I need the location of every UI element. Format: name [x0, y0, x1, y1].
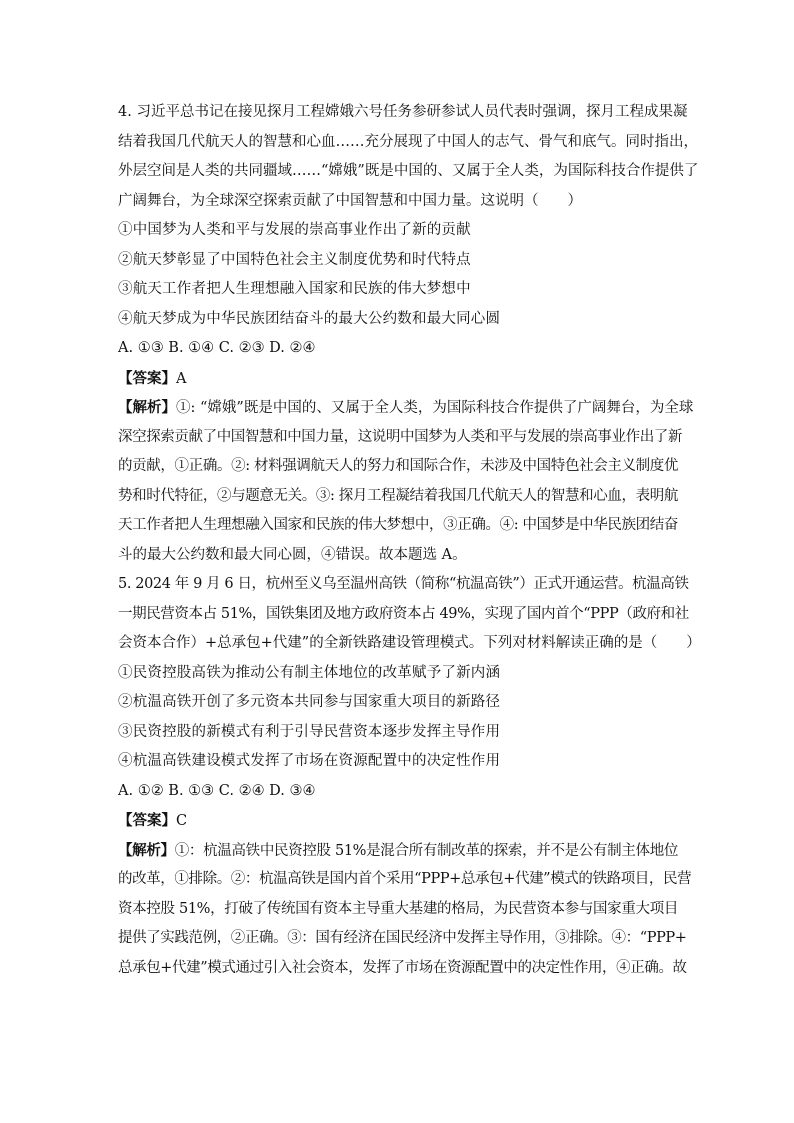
question-stem-line: 广阔舞台，为全球深空探索贡献了中国智慧和中国力量。这说明（ ） — [118, 192, 582, 209]
analysis-line: 天工作者把人生理想融入国家和民族的伟大梦想中，③正确。④: 中国梦是中华民族团结奋 — [118, 517, 678, 533]
answer-choices: A. ①③ B. ①④ C. ②③ D. ②④ — [118, 340, 316, 356]
option-item: ③民资控股的新模式有利于引导民营资本逐步发挥主导作用 — [118, 723, 501, 740]
question-4 — [118, 98, 699, 570]
question-stem-line: 会资本合作）+总承包+代建”的全新铁路建设管理模式。下列对材料解读正确的是（ ） — [118, 635, 701, 651]
option-item: ③航天工作者把人生理想融入国家和民族的伟大梦想中 — [118, 281, 471, 297]
answer-label: 【答案】 — [118, 812, 176, 829]
answer-value: C — [176, 813, 188, 829]
answer-label: 【答案】 — [118, 369, 176, 387]
analysis-line: 斗的最大公约数和最大同心圆，④错误。故本题选 A。 — [118, 546, 467, 563]
question-stem-line: 5. 2024 年 9 月 6 日，杭州至义乌至温州高铁（简称“杭温高铁”）正式开通运营。杭温高铁 — [118, 576, 689, 592]
answer-value: A — [176, 370, 187, 387]
analysis-line: 的贡献，①正确。②: 材料强调航天人的努力和国际合作，未涉及中国特色社会主义制度优 — [118, 458, 678, 474]
question-stem-line: 结着我国几代航天人的智慧和心血……充分展现了中国人的志气、骨气和底气。同时指出， — [118, 133, 698, 150]
question-5 — [118, 570, 701, 983]
option-item: ①中国梦为人类和平与发展的崇高事业作出了新的贡献 — [118, 222, 471, 238]
analysis-line: 提供了实践范例，②正确。③：国有经济在国民经济中发挥主导作用，③排除。④：“PPP+ — [118, 930, 687, 946]
document-content — [118, 98, 701, 983]
analysis-label: 【解析】 — [118, 399, 176, 416]
analysis-line: 资本控股 51%，打破了传统国有资本主导重大基建的格局，为民营资本参与国家重大项目 — [118, 900, 678, 917]
option-item: ④航天梦成为中华民族团结奋斗的最大公约数和最大同心圆 — [118, 310, 501, 327]
analysis-line: 总承包+代建”模式通过引入社会资本，发挥了市场在资源配置中的决定性作用，④正确。故 — [118, 959, 687, 976]
analysis-line: 深空探索贡献了中国智慧和中国力量，这说明中国梦为人类和平与发展的崇高事业作出了新 — [118, 428, 682, 445]
analysis-line: 势和时代特征，②与题意无关。③: 探月工程凝结着我国几代航天人的智慧和心血，表明航 — [118, 487, 678, 504]
analysis-label: 【解析】 — [118, 841, 175, 859]
option-item: ①民资控股高铁为推动公有制主体地位的改革赋予了新内涵 — [118, 664, 501, 681]
analysis-text: ①：杭温高铁中民资控股 51%是混合所有制改革的探索，并不是公有制主体地位 — [174, 842, 678, 859]
question-stem-line: 4. 习近平总书记在接见探月工程嫦娥六号任务参研参试人员代表时强调，探月工程成果凝 — [118, 104, 688, 120]
question-stem-line: 外层空间是人类的共同疆域……“嫦娥”既是中国的、又属于全人类，为国际科技合作提供了 — [118, 163, 699, 179]
answer-line — [118, 364, 678, 394]
option-item: ②杭温高铁开创了多元资本共同参与国家重大项目的新路径 — [118, 694, 501, 710]
answer-line — [118, 806, 678, 836]
question-stem-line: 一期民营资本占 51%，国铁集团及地方政府资本占 49%，实现了国内首个“PPP（政府和社 — [118, 605, 689, 622]
analysis-text: ①: “嫦娥”既是中国的、又属于全人类，为国际科技合作提供了广阔舞台，为全球 — [176, 400, 694, 416]
analysis-line — [118, 393, 694, 423]
answer-choices: A. ①② B. ①③ C. ②④ D. ③④ — [118, 782, 316, 799]
option-item: ②航天梦彰显了中国特色社会主义制度优势和时代特点 — [118, 251, 471, 268]
option-item: ④杭温高铁建设模式发挥了市场在资源配置中的决定性作用 — [118, 753, 501, 769]
analysis-line: 的改革，①排除。②：杭温高铁是国内首个采用“PPP+总承包+代建”模式的铁路项目，民营 — [118, 871, 692, 887]
analysis-line — [118, 836, 678, 866]
